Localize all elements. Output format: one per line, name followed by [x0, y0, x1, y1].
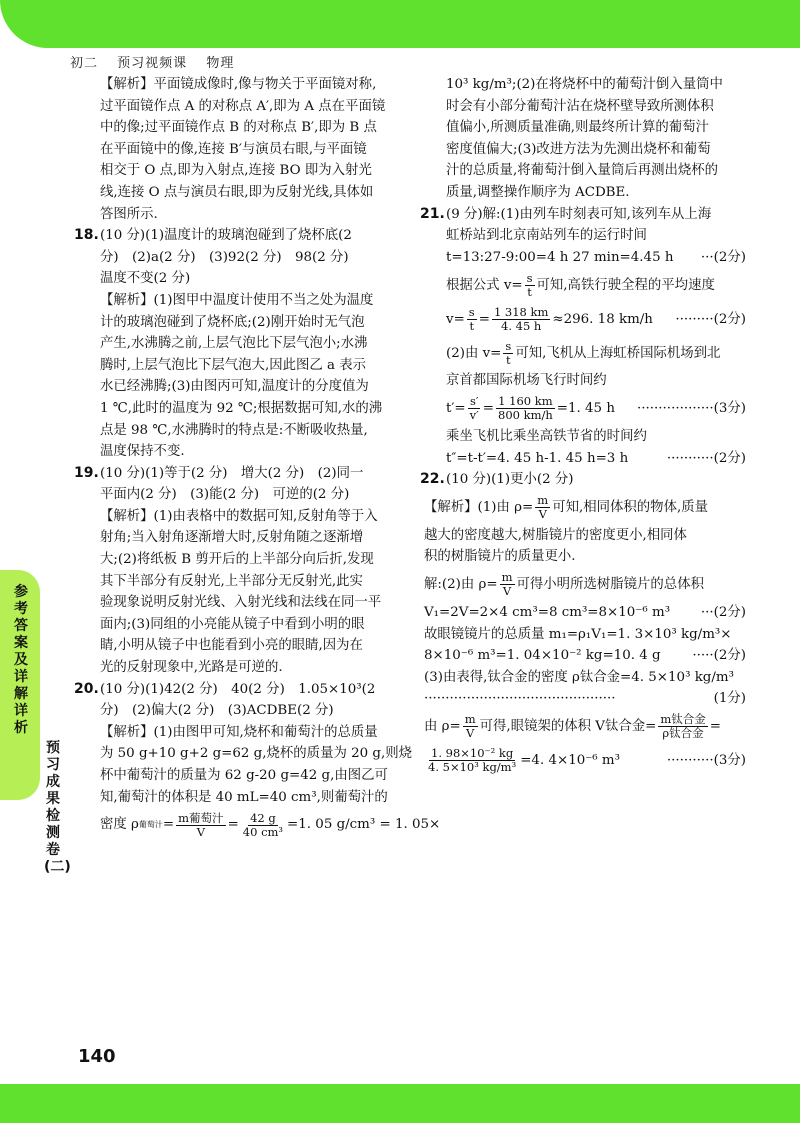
eq-post: ≈296. 18 km/h	[552, 311, 653, 327]
formula-post: 可得小明所选树脂镜片的总体积	[516, 577, 704, 593]
text-line: 温度不变(2 分)	[100, 271, 191, 287]
numerator: s	[526, 270, 533, 285]
text-line: 1 ℃,此时的温度为 92 ℃;根据数据可知,水的沸	[100, 400, 383, 416]
leader-dots: ···········	[666, 753, 714, 769]
denominator: t	[527, 284, 532, 299]
text-line: 大;(2)将纸板 B 剪开后的上半部分向后折,发现	[100, 552, 374, 568]
text-line: 分) (2)a(2 分) (3)92(2 分) 98(2 分)	[100, 249, 349, 265]
numerator: 1 160 km	[498, 394, 553, 409]
page-number: 140	[78, 1046, 116, 1067]
density-equation: 密度 ρ 葡萄汁 = $\frac{\text{m葡萄汁}}{V}$ = $\frac{42 g}{\text{40 cm³}}$ =1. 05 g/cm³ = 1. 05×	[100, 810, 441, 839]
fraction	[426, 747, 518, 774]
fraction	[500, 571, 515, 598]
score: (3分)	[713, 753, 746, 769]
score: (1分)	[713, 691, 746, 707]
text-line: 其下半部分有反射光,上半部分无反射光,此实	[100, 573, 363, 589]
side-tab-text-1: 参考答案及详解详析	[14, 584, 28, 736]
frame-volume-line: 由 ρ= $\frac{m}{V}$ 可得,眼镜架的体积 V钛合金= $\frac{\text{m钛合金}}{\text{ρ钛合金}}$ =	[424, 712, 721, 741]
text-line: 答图所示.	[100, 206, 158, 222]
text-line: 知,葡萄汁的体积是 40 mL=40 cm³,则葡萄汁的	[100, 789, 388, 805]
denominator: ρ钛合金	[662, 726, 704, 741]
formula-pre: 根据公式 v=	[446, 277, 523, 293]
leader-dots: ···········	[666, 450, 714, 466]
score: (2分)	[713, 648, 746, 664]
formula-pre: 解:(2)由 ρ=	[424, 577, 498, 593]
text-line: 故眼镜镜片的总质量 m₁=ρ₁V₁=1. 3×10³ kg/m³×	[424, 626, 732, 642]
eq-sub: 葡萄汁	[138, 820, 163, 830]
formula-pre: 【解析】(1)由 ρ=	[424, 499, 534, 515]
text-line: 线,连接 O 点与演员右眼,即为反射光线,具体如	[100, 184, 374, 200]
text-line: 腾时,上层气泡比下层气泡大,因此图乙 a 表示	[100, 357, 367, 373]
question-number: 22.	[420, 471, 445, 488]
saved-calc: t″=t-t′=4. 45 h-1. 45 h=3 h	[446, 450, 629, 466]
text-line: 计的玻璃泡碰到了烧杯底;(2)刚开始时无气泡	[100, 314, 365, 330]
question-18	[74, 225, 396, 463]
question-number: 21.	[420, 205, 445, 222]
text-line: 过平面镜作点 A 的对称点 A′,即为 A 点在平面镜	[100, 98, 386, 114]
velocity-equation: v= $\frac{s}{t}$ = $\frac{1 318 km}{4. 45 h}$ ≈296. 18 km/h ········· (2分)	[446, 304, 746, 333]
text-line: 为 50 g+10 g+2 g=62 g,烧杯的质量为 20 g,则烧	[100, 746, 413, 762]
numerator: 42 g	[250, 810, 276, 825]
fraction	[467, 306, 477, 333]
text-line: (10 分)(1)42(2 分) 40(2 分) 1.05×10³(2	[100, 681, 376, 697]
text-line: 产生,水沸腾之前,上层气泡比下层气泡小;水沸	[100, 336, 368, 352]
text-line: (3)由表得,钛合金的密度 ρ钛合金=4. 5×10³ kg/m³	[424, 669, 734, 685]
frame-volume-result	[424, 744, 746, 778]
side-tab-text-2: 预习成果检测卷(二)	[44, 740, 71, 875]
numerator: m	[501, 570, 513, 585]
score: (3分)	[713, 401, 746, 417]
numerator: 1 318 km	[493, 304, 549, 319]
formula-post: 可知,相同体积的物体,质量	[552, 499, 708, 515]
text-line: 温度保持不变.	[100, 444, 185, 460]
text-line: (10 分)(1)温度计的玻璃泡碰到了烧杯底(2	[100, 228, 352, 244]
formula-pre: (2)由 v=	[446, 345, 502, 361]
header-subject: 物理	[206, 56, 235, 71]
text-line: 汁的总质量,将葡萄汁倒入量筒后再测出烧杯的	[446, 163, 719, 179]
question-19	[74, 463, 396, 679]
question-number: 20.	[74, 680, 99, 697]
text-line: 分) (2)偏大(2 分) (3)ACDBE(2 分)	[100, 703, 334, 719]
question-21	[420, 204, 746, 470]
formula-post: 可知,高铁行驶全程的平均速度	[536, 277, 715, 293]
question-number: 19.	[74, 464, 99, 481]
eq-post: =4. 4×10⁻⁶ m³	[520, 753, 620, 769]
question-20	[74, 679, 441, 843]
numerator: 1. 98×10⁻² kg	[431, 746, 514, 761]
text-line: 验现象说明反射光线、入射光线和法线在同一平	[100, 595, 382, 611]
question-22	[420, 469, 746, 491]
text-line: 值偏小,所测质量准确,则最终所计算的葡萄汁	[446, 120, 709, 136]
fraction	[535, 494, 550, 521]
header-grade: 初二	[70, 56, 99, 71]
numerator: s′	[469, 394, 479, 409]
saved-time-line	[446, 448, 746, 470]
dots-line	[424, 688, 746, 710]
numerator: s	[468, 304, 475, 319]
text-line: 在平面镜中的像,连接 B′与演员右眼,与平面镜	[100, 141, 367, 157]
volume-calc: V₁=2V=2×4 cm³=8 cm³=8×10⁻⁶ m³	[424, 604, 671, 620]
fraction	[658, 713, 707, 740]
denominator: V	[502, 584, 512, 599]
eq-pre: t′=	[446, 401, 466, 417]
text-line: 【解析】平面镜成像时,像与物关于平面镜对称,	[100, 77, 377, 92]
denominator: t	[469, 318, 475, 333]
text-line: 相交于 O 点,即为入射点,连接 BO 即为入射光	[100, 163, 372, 179]
eq-suffix: =1. 05 g/cm³ = 1. 05×	[287, 817, 441, 833]
denominator: t	[506, 352, 511, 367]
text-line: 水已经沸腾;(3)由图丙可知,温度计的分度值为	[100, 379, 369, 395]
formula-mid: 可得,眼镜架的体积 V钛合金=	[479, 719, 657, 735]
text-line: 质量,调整操作顺序为 ACDBE.	[446, 184, 630, 200]
numerator: m	[537, 493, 549, 508]
leader-dots: ···	[700, 249, 714, 265]
eq-post: =1. 45 h	[556, 401, 615, 417]
denominator: 4. 45 h	[501, 318, 542, 333]
right-column	[420, 74, 746, 778]
text-line: 中的像;过平面镜作点 B 的对称点 B′,即为 B 点	[100, 120, 377, 136]
eq-pre: v=	[446, 311, 465, 327]
text-line: 【解析】(1)由表格中的数据可知,反射角等于入	[100, 508, 378, 524]
fraction	[241, 812, 285, 839]
text-line: 【解析】(1)图甲中温度计使用不当之处为温度	[100, 292, 374, 308]
flight-time-equation: t′= $\frac{s'}{v'}$ = $\frac{1 160 km}{800 km/h}$ =1. 45 h ·················· (3分)	[446, 394, 746, 423]
analysis-20-cont	[424, 74, 746, 204]
mass-calc: 8×10⁻⁶ m³=1. 04×10⁻² kg=10. 4 g	[424, 648, 661, 664]
solution-22	[424, 491, 746, 778]
text-line: 越大的密度越大,树脂镜片的密度更小,相同体	[424, 527, 687, 543]
leader-dots: ··················	[637, 401, 714, 417]
fraction	[468, 395, 481, 422]
numerator: m	[464, 712, 476, 727]
denominator: v′	[469, 408, 479, 423]
denominator: V	[466, 726, 475, 741]
leader-dots: ·········	[675, 311, 714, 327]
text-line: 乘坐飞机比乘坐高铁节省的时间约	[446, 428, 647, 444]
denominator: V	[196, 824, 206, 839]
denominator: 4. 5×10³ kg/m³	[428, 760, 517, 775]
formula-line	[446, 268, 746, 302]
text-line: 虹桥站到北京南站列车的运行时间	[446, 228, 647, 244]
text-line: (10 分)(1)更小(2 分)	[446, 472, 574, 488]
text-line: 时会有小部分葡萄汁沾在烧杯壁导致所测体积	[446, 98, 714, 114]
text-line: 睛,小明从镜子中也能看到小亮的眼睛,因为在	[100, 638, 363, 654]
formula-line-2	[446, 336, 746, 370]
leader-dots: ·············································	[424, 691, 616, 707]
page-header	[70, 52, 248, 71]
text-line: 射角;当入射角逐渐增大时,反射角随之逐渐增	[100, 530, 364, 546]
score: (2分)	[713, 249, 746, 265]
text-line: 面内;(3)同组的小亮能从镜子中看到小明的眼	[100, 616, 365, 632]
denominator: 800 km/h	[498, 408, 553, 423]
volume-line	[424, 602, 746, 624]
text-line: 京首都国际机场飞行时间约	[446, 373, 607, 389]
text-line: 点是 98 ℃,水沸腾时的特点是:不断吸收热量,	[100, 422, 368, 438]
numerator: s	[505, 338, 512, 353]
denominator: V	[538, 507, 547, 522]
fraction	[176, 812, 225, 839]
top-green-band	[0, 0, 800, 48]
mass-line	[424, 645, 746, 667]
text-line: (10 分)(1)等于(2 分) 增大(2 分) (2)同一	[100, 465, 364, 481]
fraction	[463, 713, 478, 740]
solution-22-line	[424, 568, 746, 602]
text-line: 积的树脂镜片的质量更小.	[424, 549, 576, 565]
time-line	[446, 247, 746, 269]
text-line: 10³ kg/m³;(2)在将烧杯中的葡萄汁倒入量筒中	[446, 77, 723, 92]
text-line: 杯中葡萄汁的质量为 62 g-20 g=42 g,由图乙可	[100, 768, 388, 783]
fraction	[492, 306, 550, 333]
question-number: 18.	[74, 227, 99, 244]
numerator: m钛合金	[660, 712, 706, 727]
formula-post: 可知,飞机从上海虹桥国际机场到北	[515, 345, 721, 361]
text-line: 光的反射现象中,光路是可逆的.	[100, 660, 283, 676]
fraction	[525, 272, 535, 299]
text-line: 【解析】(1)由图甲可知,烧杯和葡萄汁的总质量	[100, 724, 378, 740]
fraction	[496, 395, 555, 422]
numerator: m葡萄汁	[178, 810, 224, 825]
analysis-17	[78, 74, 396, 225]
leader-dots: ···	[700, 604, 714, 620]
formula-pre: 由 ρ=	[424, 719, 461, 735]
eq-prefix: 密度 ρ	[100, 817, 139, 833]
score: (2分)	[713, 450, 746, 466]
text-line: 平面内(2 分) (3)能(2 分) 可逆的(2 分)	[100, 487, 350, 503]
time-calc: t=13:27-9:00=4 h 27 min=4.45 h	[446, 249, 674, 265]
score: (2分)	[713, 311, 746, 327]
analysis-22-line	[424, 491, 746, 525]
score: (2分)	[713, 604, 746, 620]
text-line: (9 分)解:(1)由列车时刻表可知,该列车从上海	[446, 206, 712, 222]
leader-dots: ·····	[692, 648, 714, 664]
denominator: 40 cm³	[242, 824, 284, 839]
fraction	[503, 340, 513, 367]
text-line: 密度值偏大;(3)改进方法为先测出烧杯和葡萄	[446, 141, 711, 157]
header-course: 预习视频课	[117, 56, 188, 71]
